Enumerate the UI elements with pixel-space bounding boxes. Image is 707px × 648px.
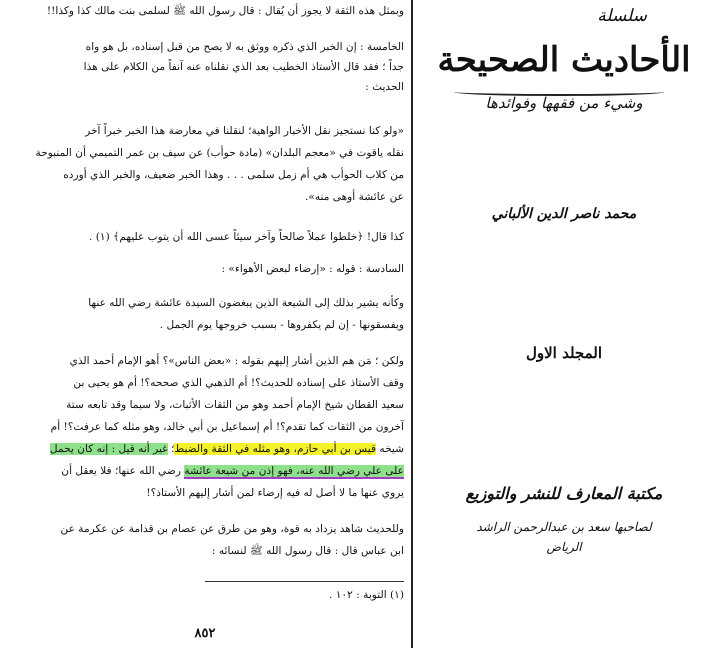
book-title: الأحاديث الصحيحة <box>437 40 691 80</box>
text-line: نقله ياقوت في «معجم البلدان» (مادة حوأب) عن سيف بن عمر التميمي أن المنبوحة <box>35 147 404 159</box>
text-line: سعيد القطان شيخ الإمام أحمد وهو من الثقات الأثبات، ولا سيما وقد تابعه ستة <box>66 399 404 411</box>
text-line: جداً ؛ فقد قال الأستاذ الخطيب بعد الذي نقلناه عنه آنفاً من الكلام على هذا <box>83 61 404 73</box>
text-line: ويفسقونها - إن لم يكفروها - بسبب خروجها يوم الجمل . <box>159 319 404 331</box>
publisher-name: مكتبة المعارف للنشر والتوزيع <box>465 484 663 503</box>
green-highlight: غير أنه قيل : إنه كان يحمل <box>49 443 168 455</box>
section-heading: السادسة : قوله : «إرضاء لبعض الأهواء» : <box>221 263 404 275</box>
highlighted-line <box>6 442 404 456</box>
text-line: يروي عنها ما لا أصل له فيه إرضاء لمن أشار إليهم الأستاذ؟! <box>146 487 404 499</box>
text-segment: رضي الله عنها؛ فلا يعقل أن <box>61 465 185 477</box>
yellow-highlight: قيس بن أبي حازم، وهو مثله في الثقة والضبط <box>174 443 377 455</box>
text-line: وبمثل هذه الثقة لا يجوز أن يُقال : قال رسول الله ﷺ لسلمى بنت مالك كذا وكذا!! <box>46 5 404 17</box>
text-line: وقف الأستاذ على إسناده للحديث؟! أم الذهبي الذي صححه؟! أم هو يحيى بن <box>73 377 404 389</box>
text-line: «ولو كنا نستجيز نقل الأخبار الواهية؛ لنقلنا في معارضة هذا الخبر خبراً آخر <box>85 125 404 137</box>
text-line: ابن عباس قال : قال رسول الله ﷺ لنسائه : <box>211 545 404 557</box>
highlighted-line <box>6 464 404 478</box>
book-subtitle: وشيء من فقهها وفوائدها <box>485 94 643 112</box>
text-line: وكأنه يشير بذلك إلى الشيعة الذين يبغضون السيدة عائشة رضي الله عنها <box>88 297 404 309</box>
author-name: محمد ناصر الدين الألباني <box>491 206 637 222</box>
publisher-owner: لصاحبها سعد بن عبدالرحمن الراشد <box>476 520 652 534</box>
footnote-divider <box>205 581 404 582</box>
volume-label: المجلد الاول <box>525 344 603 362</box>
text-line: آخرون من الثقات كما تقدم؟! أم إسماعيل بن أبي خالد، وهو مثله كما عرفت؟! أم <box>50 421 404 433</box>
text-line: ولكن ؛ مَن هم الذين أشار إليهم بقوله : «بعض الناس»؟ أهو الإمام أحمد الذي <box>69 355 404 367</box>
series-label: سلسلة <box>597 6 647 26</box>
text-line: عن عائشة أوهى منه». <box>305 191 404 203</box>
text-line: الحديث : <box>365 81 404 93</box>
text-segment: شيخه <box>376 443 404 455</box>
text-line: من كلاب الحوأب هي أم زمل سلمى . . . وهذا الخبر ضعيف، والخبر الذي أورده <box>63 169 404 181</box>
page-number: ٨٥٢ <box>194 626 216 641</box>
text-segment: ؛ <box>167 443 175 455</box>
green-highlight-underlined: على علي رضي الله عنه، فهو إذن من شيعة عائشة <box>184 465 404 477</box>
quran-verse-line: كذا قال! ﴿خلطوا عملاً صالحاً وآخر سيئاً عسى الله أن يتوب عليهم﴾ (١) . <box>89 231 404 243</box>
text-line: الخامسة : إن الخبر الذي ذكره ووثق به لا يصح من قبل إسناده، بل هو واه <box>85 41 404 53</box>
title-page <box>414 0 707 648</box>
page-divider <box>411 0 413 648</box>
text-line: وللحديث شاهد يزداد به قوة، وهو من طرق عن عصام بن قدامة عن عكرمة عن <box>60 523 404 535</box>
publisher-city: الرياض <box>546 540 582 554</box>
footnote: (١) التوبة : ١٠٢ . <box>329 589 404 601</box>
